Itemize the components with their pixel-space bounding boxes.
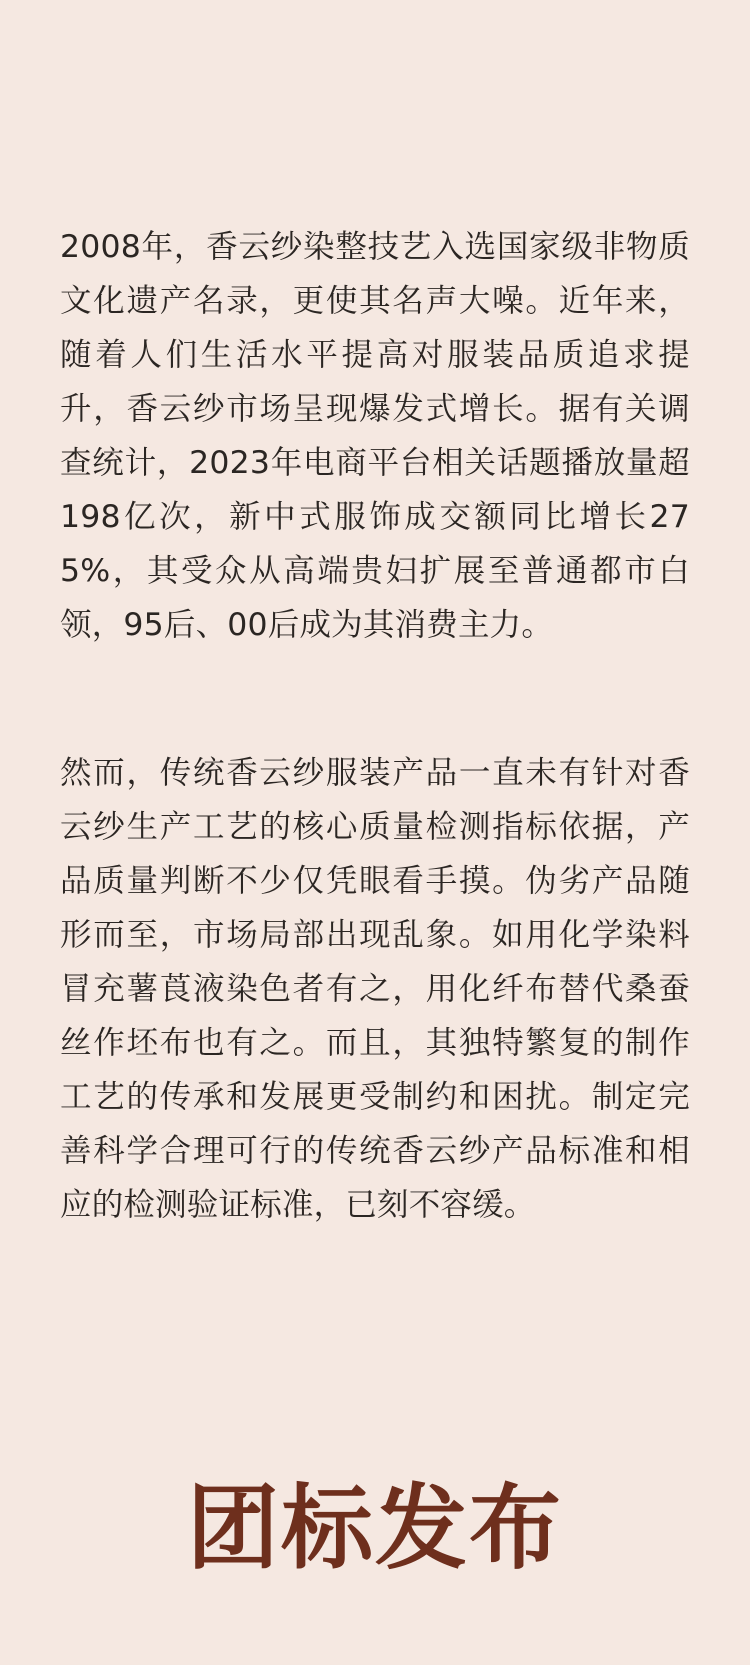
article-paragraph-2: 然而，传统香云纱服装产品一直未有针对香云纱生产工艺的核心质量检测指标依据，产品质量判断不少仅凭眼看手摸。伪劣产品随形而至，市场局部出现乱象。如用化学染料冒充薯莨液染色者有之，用化纤布替代桑蚕丝作坯布也有之。而且，其独特繁复的制作工艺的传承和发展更受制约和困扰。制定完善科学合理可行的传统香云纱产品标准和相应的检测验证标准，已刻不容缓。: [60, 755, 690, 1223]
section-heading: 团标发布: [186, 1474, 563, 1582]
article-paragraph-1: 2008年，香云纱染整技艺入选国家级非物质文化遗产名录，更使其名声大噪。近年来，随着人们生活水平提高对服装品质追求提升，香云纱市场呈现爆发式增长。据有关调查统计，2023年电商平台相关话题播放量超198亿次，新中式服饰成交额同比增长275%，其受众从高端贵妇扩展至普通都市白领，95后、00后成为其消费主力。: [60, 229, 690, 643]
